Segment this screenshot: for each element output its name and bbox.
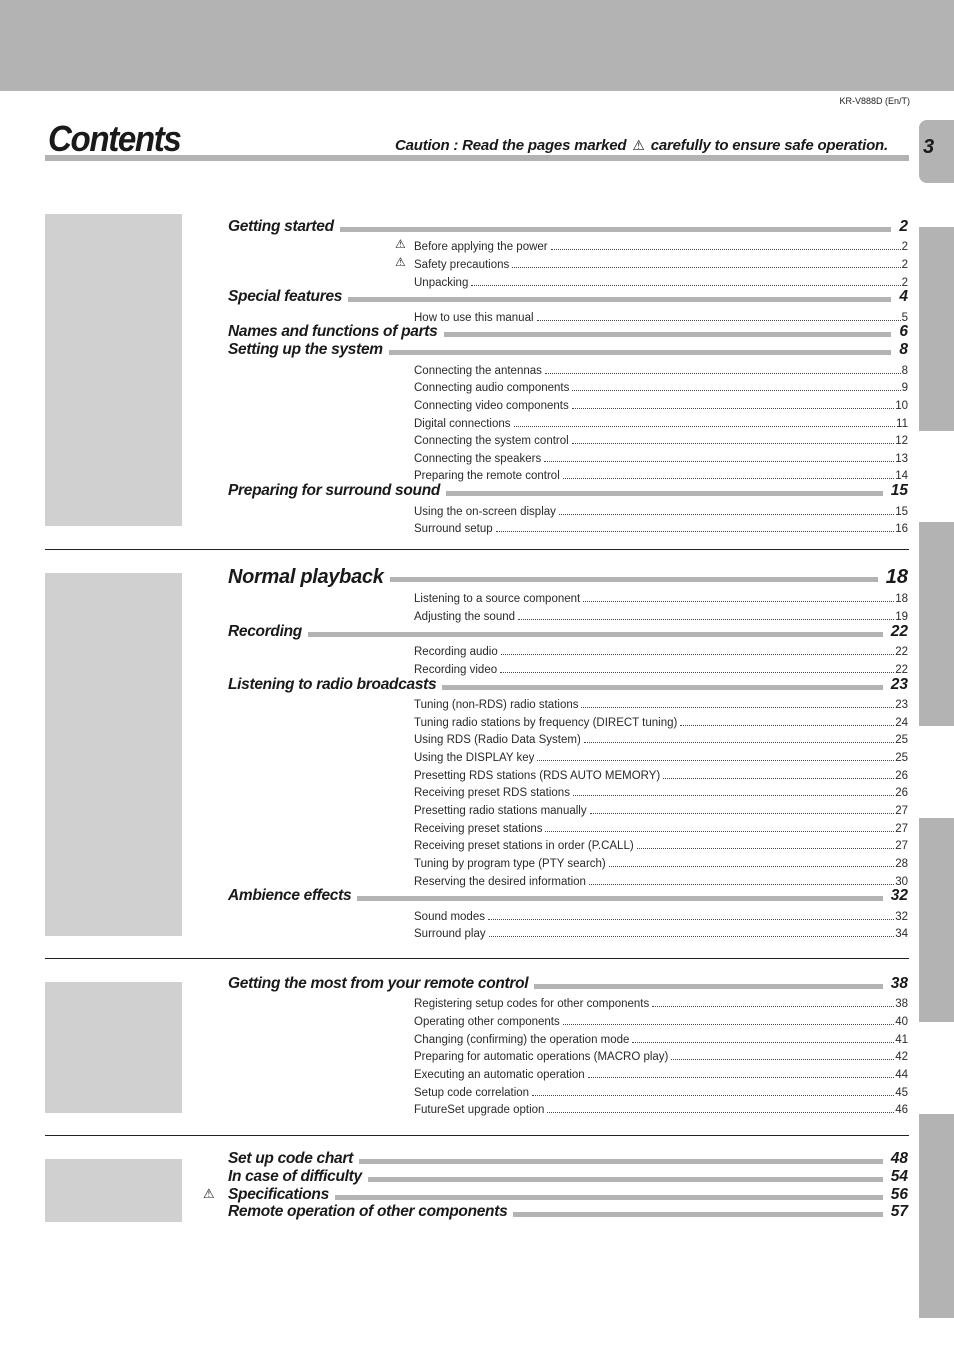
item-page: 38 <box>895 998 908 1010</box>
item-title: Connecting the system control <box>414 435 569 447</box>
leader-dots <box>537 320 901 321</box>
leader-dots <box>671 1059 894 1060</box>
side-tab-appendix <box>919 1114 954 1318</box>
leader-bar <box>442 685 882 690</box>
item-title: Sound modes <box>414 911 485 923</box>
item-title: Receiving preset stations in order (P.CALL) <box>414 840 634 852</box>
section-page: 15 <box>890 482 908 499</box>
item-title: FutureSet upgrade option <box>414 1104 545 1116</box>
item-page: 13 <box>895 453 908 465</box>
item-title: Executing an automatic operation <box>414 1069 585 1081</box>
leader-dots <box>544 461 894 462</box>
item-page: 12 <box>895 435 908 447</box>
item-page: 28 <box>895 858 908 870</box>
section-page: 2 <box>899 218 908 235</box>
toc-section[interactable] <box>228 1202 908 1222</box>
item-title: Using RDS (Radio Data System) <box>414 734 581 746</box>
section-title: Set up code chart <box>228 1150 353 1167</box>
leader-dots <box>588 1077 895 1078</box>
item-title: Adjusting the sound <box>414 611 516 623</box>
item-page: 2 <box>901 241 908 253</box>
leader-dots <box>680 725 894 726</box>
item-title: Recording video <box>414 664 498 676</box>
toc-item[interactable] <box>414 607 908 623</box>
toc-item[interactable] <box>414 1065 908 1081</box>
leader-dots <box>663 778 894 779</box>
leader-dots <box>518 619 894 620</box>
item-title: Operating other components <box>414 1016 560 1028</box>
item-page: 22 <box>895 646 908 658</box>
toc-section[interactable] <box>228 1167 908 1187</box>
item-page: 23 <box>895 699 908 711</box>
item-title: Registering setup codes for other components <box>414 998 650 1010</box>
item-page: 25 <box>895 752 908 764</box>
leader-dots <box>547 1112 894 1113</box>
section-block-remote <box>45 982 182 1113</box>
toc-section[interactable] <box>228 675 908 695</box>
item-title: Surround setup <box>414 523 493 535</box>
page-number: 3 <box>923 136 935 158</box>
item-title: Receiving preset RDS stations <box>414 787 570 799</box>
toc-item[interactable] <box>414 660 908 676</box>
item-page: 15 <box>895 506 908 518</box>
item-page: 34 <box>895 928 908 940</box>
leader-bar <box>368 1177 883 1182</box>
section-page: 18 <box>885 565 908 588</box>
item-title: Tuning by program type (PTY search) <box>414 858 606 870</box>
toc-item[interactable] <box>414 994 908 1010</box>
item-page: 27 <box>895 805 908 817</box>
top-band <box>0 0 954 91</box>
section-title: Getting the most from your remote control <box>228 975 529 992</box>
leader-dots <box>551 249 901 250</box>
leader-bar <box>534 984 882 989</box>
leader-dots <box>559 514 894 515</box>
toc-item[interactable] <box>414 431 908 447</box>
item-title: Unpacking <box>414 277 469 289</box>
item-title: Preparing for automatic operations (MACRO play) <box>414 1051 669 1063</box>
toc-item[interactable] <box>414 466 908 482</box>
toc-item[interactable] <box>414 695 908 711</box>
section-block-preparation <box>45 214 182 526</box>
item-title: How to use this manual <box>414 312 534 324</box>
item-title: Setup code correlation <box>414 1087 530 1099</box>
toc-item[interactable] <box>414 836 908 852</box>
section-page: 6 <box>899 323 908 340</box>
leader-dots <box>545 373 901 374</box>
item-title: Reserving the desired information <box>414 876 586 888</box>
item-page: 19 <box>895 611 908 623</box>
section-page: 23 <box>890 676 908 693</box>
side-tab-preparation <box>919 227 954 431</box>
toc-item[interactable] <box>414 519 908 535</box>
toc-item[interactable] <box>414 502 908 518</box>
leader-dots <box>537 760 894 761</box>
section-divider <box>45 1135 909 1136</box>
item-page: 5 <box>901 312 908 324</box>
toc-item[interactable] <box>414 589 908 605</box>
item-page: 10 <box>895 400 908 412</box>
item-page: 24 <box>895 717 908 729</box>
leader-dots <box>501 654 894 655</box>
toc-item[interactable] <box>395 237 908 253</box>
item-title: Connecting audio components <box>414 382 570 394</box>
toc-item[interactable] <box>414 1100 908 1116</box>
item-title: Recording audio <box>414 646 498 658</box>
leader-dots <box>563 478 894 479</box>
leader-dots <box>572 408 894 409</box>
leader-dots <box>572 443 895 444</box>
item-page: 25 <box>895 734 908 746</box>
item-title: Using the on-screen display <box>414 506 556 518</box>
toc-section[interactable] <box>228 481 908 501</box>
section-title: Recording <box>228 623 302 640</box>
toc-section[interactable] <box>228 1149 908 1169</box>
toc-item[interactable] <box>414 449 908 465</box>
toc-item[interactable] <box>395 255 908 271</box>
section-title: Normal playback <box>228 565 384 588</box>
section-title: Getting started <box>228 218 334 235</box>
item-page: 41 <box>895 1034 908 1046</box>
item-page: 42 <box>895 1051 908 1063</box>
page-title: Contents <box>48 118 181 159</box>
section-title: Names and functions of parts <box>228 323 438 340</box>
item-title: Connecting video components <box>414 400 569 412</box>
toc-section[interactable] <box>228 565 908 589</box>
toc-section[interactable] <box>228 886 908 906</box>
section-divider <box>45 958 909 959</box>
toc-item[interactable] <box>414 414 908 430</box>
item-title: Tuning radio stations by frequency (DIRECT tuning) <box>414 717 678 729</box>
toc-section[interactable] <box>228 322 908 342</box>
leader-dots <box>496 531 895 532</box>
item-title: Safety precautions <box>414 259 510 271</box>
toc-section[interactable] <box>228 622 908 642</box>
toc-item[interactable] <box>414 713 908 729</box>
toc-item[interactable] <box>414 1083 908 1099</box>
section-title: Ambience effects <box>228 887 352 904</box>
item-title: Using the DISPLAY key <box>414 752 535 764</box>
leader-dots <box>572 390 900 391</box>
toc-section[interactable] <box>228 974 908 994</box>
toc-item[interactable] <box>414 730 908 746</box>
side-tab-operation <box>919 522 954 726</box>
leader-dots <box>584 742 894 743</box>
item-title: Digital connections <box>414 418 511 430</box>
leader-bar <box>340 227 892 232</box>
section-page: 22 <box>890 623 908 640</box>
side-tab-remote <box>919 818 954 1022</box>
warning-icon: ⚠ <box>632 137 645 153</box>
toc-item[interactable] <box>414 361 908 377</box>
caution-note <box>395 137 890 154</box>
item-page: 18 <box>895 593 908 605</box>
item-title: Receiving preset stations <box>414 823 543 835</box>
leader-dots <box>637 848 895 849</box>
item-title: Preparing the remote control <box>414 470 560 482</box>
leader-dots <box>500 672 894 673</box>
leader-bar <box>308 632 883 637</box>
section-block-appendix <box>45 1159 182 1222</box>
item-title: Changing (confirming) the operation mode <box>414 1034 630 1046</box>
toc-item[interactable] <box>414 766 908 782</box>
item-page: 40 <box>895 1016 908 1028</box>
item-page: 44 <box>895 1069 908 1081</box>
leader-dots <box>545 831 894 832</box>
item-title: Surround play <box>414 928 486 940</box>
item-page: 27 <box>895 840 908 852</box>
section-page: 57 <box>890 1203 908 1220</box>
section-page: 54 <box>890 1168 908 1185</box>
item-title: Tuning (non-RDS) radio stations <box>414 699 579 711</box>
section-title: Preparing for surround sound <box>228 482 441 499</box>
section-title: Remote operation of other components <box>228 1203 508 1220</box>
leader-bar <box>390 577 878 582</box>
leader-dots <box>652 1006 894 1007</box>
item-page: 16 <box>895 523 908 535</box>
item-page: 9 <box>901 382 908 394</box>
item-page: 11 <box>896 418 908 430</box>
leader-bar <box>444 332 892 337</box>
item-page: 22 <box>895 664 908 676</box>
item-title: Connecting the antennas <box>414 365 542 377</box>
toc-item[interactable] <box>414 378 908 394</box>
item-title: Before applying the power <box>414 241 548 253</box>
leader-dots <box>583 601 894 602</box>
leader-dots <box>590 813 895 814</box>
leader-bar <box>348 297 891 302</box>
toc-section[interactable] <box>228 217 908 237</box>
item-page: 8 <box>901 365 908 377</box>
item-title: Connecting the speakers <box>414 453 542 465</box>
section-page: 32 <box>890 887 908 904</box>
section-page: 48 <box>890 1150 908 1167</box>
caution-text-before: Caution : Read the pages marked <box>395 137 627 154</box>
leader-bar <box>357 896 882 901</box>
section-page: 56 <box>890 1186 908 1203</box>
toc-section[interactable] <box>228 287 908 307</box>
leader-bar <box>335 1195 883 1200</box>
section-title: Special features <box>228 288 343 305</box>
toc-item[interactable] <box>414 924 908 940</box>
leader-dots <box>581 707 894 708</box>
leader-dots <box>573 795 894 796</box>
item-page: 2 <box>901 277 908 289</box>
section-divider <box>45 549 909 550</box>
leader-dots <box>514 426 896 427</box>
item-page: 2 <box>901 259 908 271</box>
warning-icon: ⚠ <box>395 255 406 269</box>
section-page: 38 <box>890 975 908 992</box>
leader-dots <box>488 919 894 920</box>
toc-item[interactable] <box>414 396 908 412</box>
toc-item[interactable] <box>414 1047 908 1063</box>
toc-item[interactable] <box>414 819 908 835</box>
item-page: 30 <box>895 876 908 888</box>
model-number: KR-V888D (En/T) <box>839 96 910 106</box>
warning-icon: ⚠ <box>203 1186 215 1201</box>
toc-item[interactable] <box>414 907 908 923</box>
toc-section[interactable] <box>228 340 908 360</box>
toc-item[interactable] <box>414 801 908 817</box>
section-block-operation <box>45 573 182 936</box>
leader-dots <box>532 1095 894 1096</box>
section-page: 8 <box>899 341 908 358</box>
item-page: 14 <box>895 470 908 482</box>
caution-text-after: carefully to ensure safe operation. <box>650 137 888 154</box>
toc-item[interactable] <box>414 1030 908 1046</box>
leader-dots <box>512 267 900 268</box>
toc-item[interactable] <box>414 854 908 870</box>
leader-dots <box>589 884 894 885</box>
leader-bar <box>359 1159 883 1164</box>
toc-item[interactable] <box>414 783 908 799</box>
section-title: Listening to radio broadcasts <box>228 676 437 693</box>
toc-item[interactable] <box>414 748 908 764</box>
item-title: Presetting RDS stations (RDS AUTO MEMORY) <box>414 770 661 782</box>
section-title: Specifications <box>228 1186 329 1203</box>
item-page: 27 <box>895 823 908 835</box>
leader-dots <box>609 866 894 867</box>
leader-dots <box>563 1024 894 1025</box>
leader-dots <box>489 936 895 937</box>
item-title: Presetting radio stations manually <box>414 805 587 817</box>
leader-bar <box>389 350 892 355</box>
leader-bar <box>446 491 883 496</box>
warning-icon: ⚠ <box>395 237 406 251</box>
section-title: In case of difficulty <box>228 1168 362 1185</box>
page-number-tab <box>919 120 954 183</box>
leader-dots <box>471 285 900 286</box>
item-title: Listening to a source component <box>414 593 581 605</box>
leader-bar <box>513 1212 882 1217</box>
section-page: 4 <box>899 288 908 305</box>
item-page: 26 <box>895 770 908 782</box>
item-page: 32 <box>895 911 908 923</box>
item-page: 46 <box>895 1104 908 1116</box>
item-page: 26 <box>895 787 908 799</box>
leader-dots <box>632 1042 894 1043</box>
item-page: 45 <box>895 1087 908 1099</box>
toc-item[interactable] <box>414 642 908 658</box>
section-title: Setting up the system <box>228 341 383 358</box>
toc-item[interactable] <box>414 1012 908 1028</box>
